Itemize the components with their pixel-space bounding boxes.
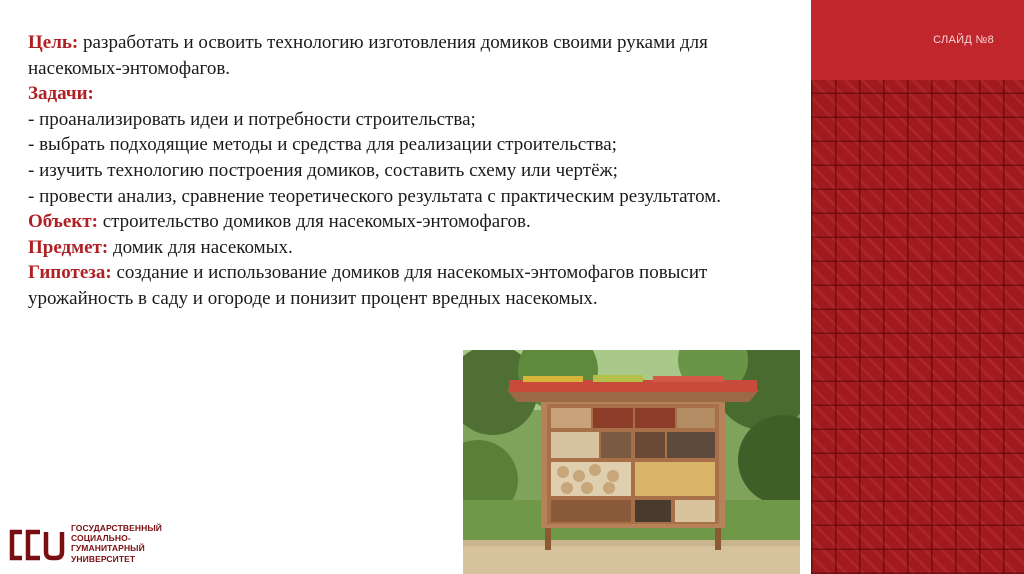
object-text: строительство домиков для насекомых-энтомофагов. xyxy=(97,211,531,233)
university-name xyxy=(71,523,162,564)
university-name-line: ГОСУДАРСТВЕННЫЙ xyxy=(71,523,162,533)
university-name-line: СОЦИАЛЬНО- xyxy=(71,533,131,544)
hypothesis-label: Гипотеза: xyxy=(28,262,112,284)
university-logo-mark xyxy=(8,522,66,566)
subject-text: домик для насекомых. xyxy=(108,236,293,258)
object-paragraph xyxy=(28,209,788,235)
university-name-line: УНИВЕРСИТЕТ xyxy=(71,553,136,564)
task-item: - выбрать подходящие методы и средства для реализации строительства; xyxy=(28,134,617,156)
task-item: - изучить технологию построения домиков, составить схему или чертёж; xyxy=(28,159,618,181)
slide-number: СЛАЙД №8 xyxy=(933,34,994,46)
tasks-label: Задачи: xyxy=(28,83,94,105)
subject-paragraph xyxy=(28,235,788,261)
insect-house-photo xyxy=(463,350,800,574)
hypothesis-text: создание и использование домиков для насекомых-энтомофагов повысит урожайность в саду и огороде и понизит процент вредных насекомых. xyxy=(28,262,708,309)
subject-label: Предмет: xyxy=(28,236,109,258)
slide-content xyxy=(28,30,788,312)
insect-house-illustration xyxy=(463,350,800,574)
decorative-sidebar xyxy=(811,0,1024,574)
goal-label: Цель: xyxy=(28,32,79,53)
university-logo xyxy=(8,520,188,574)
hypothesis-paragraph xyxy=(28,260,788,311)
task-item: - проанализировать идеи и потребности строительства; xyxy=(28,108,476,130)
tasks-heading xyxy=(28,81,788,107)
goal-text: разработать и освоить технологию изготовления домиков своими руками для насекомых-энтомофагов. xyxy=(28,32,708,79)
object-label: Объект: xyxy=(28,211,98,233)
goal-paragraph xyxy=(28,30,788,81)
university-name-line: ГУМАНИТАРНЫЙ xyxy=(71,543,145,554)
task-item: - провести анализ, сравнение теоретического результата с практическим результатом. xyxy=(28,185,722,207)
